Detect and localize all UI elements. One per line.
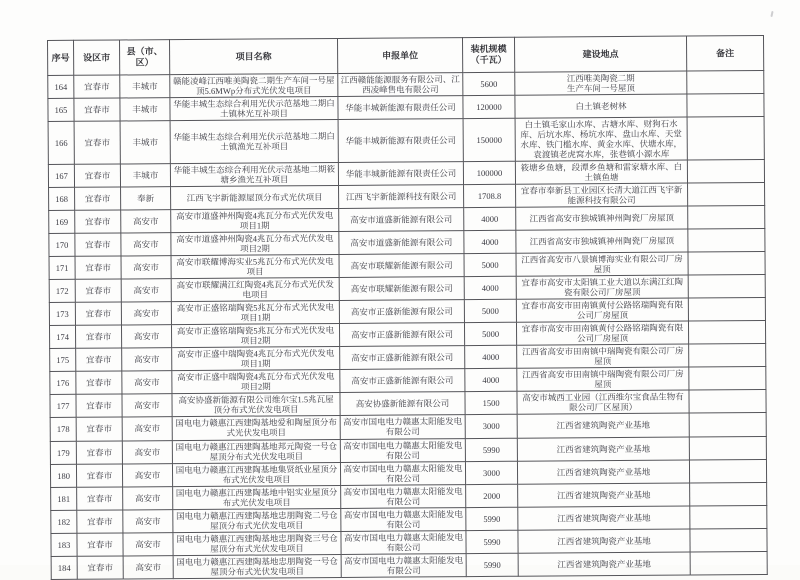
cell-city: 宜春市 [74,75,120,98]
cell-location: 江西省高安市田南镇中瑞陶瓷有限公司厂房屋顶 [517,367,689,391]
cell-city: 宜春市 [77,510,123,533]
cell-serial-number: 172 [49,280,75,303]
cell-county: 丰城市 [120,121,170,164]
cell-capacity: 3000 [465,415,517,438]
cell-project-name: 国电电力赣惠江西建陶基地忠朋陶瓷三号仓屋顶分布式光伏发电项目 [173,531,341,555]
cell-city: 宜春市 [74,121,120,164]
cell-city: 宜春市 [75,325,121,348]
cell-county: 高安市 [123,532,173,555]
cell-location: 江西省高安市独城镇神州陶瓷厂房屋顶 [516,229,688,253]
cell-applicant: 高安市国电电力赣惠太阳能发电有限公司 [341,507,466,531]
cell-applicant: 华能丰城新能源有限责任公司 [338,119,463,163]
column-header-no: 序号 [48,40,74,75]
cell-note [688,206,765,230]
cell-capacity: 150000 [463,118,515,161]
cell-project-name: 国电电力赣惠江西建陶基地中铝实业屋顶分布式光伏发电项目 [173,485,341,509]
pv-project-table [47,35,768,580]
cell-project-name: 高安协盛新能源有限公司维尔宝1.5兆瓦屋顶分布式光伏发电项目 [172,393,340,417]
cell-capacity: 1708.8 [464,184,516,207]
cell-serial-number: 169 [49,210,75,233]
cell-applicant: 高安市联耀新能源有限公司 [339,277,464,301]
cell-location: 江西省建筑陶瓷产业基地 [518,529,690,553]
cell-capacity: 2000 [466,484,518,507]
cell-county: 高安市 [121,233,171,256]
cell-project-name: 高安市联耀博海实业5兆瓦分布式光伏发电项目 [171,255,339,279]
column-header-county: 县（市、区） [120,40,170,75]
cell-county: 高安市 [122,394,172,417]
cell-applicant: 高安市道盛新能源有限公司 [339,231,464,255]
cell-capacity: 5600 [463,72,515,95]
cell-project-name: 华能丰城生态综合利用光伏示范基地二期筱塘乡渔光互补项目 [170,163,338,187]
cell-applicant: 高安市国电电力赣惠太阳能发电有限公司 [341,553,466,577]
cell-project-name: 国电电力赣惠江西建陶基地忠朋陶瓷一号仓屋顶分布式光伏发电项目 [173,554,341,578]
cell-capacity: 5990 [466,507,518,530]
cell-city: 宜春市 [77,556,123,579]
cell-note [687,70,764,94]
cell-project-name: 赣能凌峰江西唯美陶瓷二期生产车间一号屋顶5.6MWp分布式光伏发电项目 [170,73,338,97]
table-body [48,70,767,579]
project-table-container [47,35,768,580]
cell-serial-number: 165 [48,98,74,121]
cell-county: 丰城市 [120,98,170,121]
cell-serial-number: 177 [50,395,76,418]
cell-location: 宜春市奉新县工业园区长清大道江西飞宇新能源科技有限公司 [516,183,688,207]
cell-county: 奉新 [121,187,171,210]
cell-serial-number: 174 [49,326,75,349]
column-header-location: 建设地点 [514,36,686,72]
table-row [48,117,764,165]
cell-location: 江西省建筑陶瓷产业基地 [518,506,690,530]
cell-applicant: 高安协盛新能源有限公司 [340,392,465,416]
cell-serial-number: 168 [49,187,75,210]
column-header-capacity: 装机规模（千瓦） [462,37,514,72]
cell-city: 宜春市 [76,371,122,394]
cell-county: 高安市 [121,325,171,348]
cell-note [687,94,764,118]
cell-note [690,528,767,552]
cell-capacity: 120000 [463,95,515,118]
cell-applicant: 高安市国电电力赣惠太阳能发电有限公司 [341,484,466,508]
cell-location: 江西省建筑陶瓷产业基地 [518,552,690,576]
cell-project-name: 高安市道盛神州陶瓷4兆瓦分布式光伏发电项目2期 [171,232,339,256]
cell-serial-number: 166 [48,121,74,164]
cell-note [687,160,764,184]
cell-note [688,321,765,345]
cell-city: 宜春市 [75,233,121,256]
cell-county: 丰城市 [120,75,170,98]
column-header-note: 备注 [686,35,763,71]
cell-project-name: 高安市正盛中瑞陶瓷4兆瓦分布式光伏发电项目2期 [172,370,340,394]
cell-applicant: 高安市国电电力赣惠太阳能发电有限公司 [340,438,465,462]
table-header-row [48,35,764,75]
cell-city: 宜春市 [75,187,121,210]
cell-project-name: 国电电力赣惠江西建陶基地集贤纸业屋顶分布式光伏发电项目 [172,462,340,486]
cell-project-name: 国电电力赣惠江西建陶基地爱和陶屋顶分布式光伏发电项目 [172,416,340,440]
cell-city: 宜春市 [76,464,122,487]
cell-city: 宜春市 [76,394,122,417]
cell-city: 宜春市 [77,487,123,510]
table-row [51,551,767,579]
cell-note [690,505,767,529]
cell-applicant: 高安市联耀新能源有限公司 [339,254,464,278]
cell-location: 江西唯美陶瓷二期 生产车间一号屋顶 [515,71,687,95]
cell-serial-number: 178 [50,418,76,441]
cell-county: 高安市 [123,555,173,578]
cell-serial-number: 181 [51,487,77,510]
cell-project-name: 国电电力赣惠江西建陶基地邦元陶瓷一号仓屋顶分布式光伏发电项目 [172,439,340,463]
cell-location: 江西省建筑陶瓷产业基地 [518,483,690,507]
cell-note [689,413,766,437]
column-header-city: 设区市 [74,40,120,75]
cell-city: 宜春市 [76,348,122,371]
cell-note [688,275,765,299]
cell-serial-number: 179 [50,441,76,464]
cell-note [690,551,767,575]
cell-note [689,390,766,414]
cell-note [690,482,767,506]
cell-capacity: 5990 [466,553,518,576]
cell-applicant: 高安市道盛新能源有限公司 [339,208,464,232]
cell-applicant: 高安市正盛新能源有限公司 [339,300,464,324]
cell-location: 江西省建筑陶瓷产业基地 [517,437,689,461]
cell-county: 高安市 [121,279,171,302]
cell-county: 高安市 [122,348,172,371]
cell-location: 筱塘乡鱼塘，段潭乡鱼塘和雷家塘水库、白土镇鱼塘 [515,160,687,184]
cell-county: 丰城市 [120,164,170,187]
cell-note [688,229,765,253]
cell-serial-number: 164 [48,75,74,98]
cell-county: 高安市 [121,256,171,279]
cell-location: 江西省建筑陶瓷产业基地 [517,460,689,484]
cell-applicant: 高安市正盛新能源有限公司 [340,346,465,370]
cell-county: 高安市 [122,371,172,394]
cell-project-name: 高安市正盛中瑞陶瓷4兆瓦分布式光伏发电项目1期 [172,347,340,371]
cell-capacity: 4000 [465,346,517,369]
cell-location: 白土镇老树林 [515,94,687,118]
cell-capacity: 4000 [465,369,517,392]
cell-serial-number: 167 [48,164,74,187]
cell-applicant: 高安市正盛新能源有限公司 [340,369,465,393]
cell-project-name: 高安市道盛神州陶瓷4兆瓦分布式光伏发电项目1期 [171,209,339,233]
cell-location: 江西省高安市独城镇神州陶瓷厂房屋顶 [516,206,688,230]
cell-city: 宜春市 [76,417,122,440]
cell-note [689,367,766,391]
cell-location: 江西省高安市田南镇中瑞陶瓷有限公司厂房屋顶 [517,344,689,368]
cell-location: 江西省高安市八景镇博海实业有限公司厂房屋顶 [516,252,688,276]
cell-capacity: 4000 [464,207,516,230]
cell-county: 高安市 [122,440,172,463]
cell-serial-number: 182 [51,510,77,533]
cell-serial-number: 171 [49,257,75,280]
cell-serial-number: 183 [51,533,77,556]
cell-capacity: 5990 [465,438,517,461]
cell-note [688,252,765,276]
cell-applicant: 高安市国电电力赣惠太阳能发电有限公司 [340,461,465,485]
cell-note [689,459,766,483]
cell-project-name: 高安市正盛铭瑞陶瓷5兆瓦分布式光伏发电项目2期 [171,324,339,348]
cell-capacity: 5990 [466,530,518,553]
cell-serial-number: 184 [51,556,77,579]
cell-note [689,344,766,368]
cell-location: 江西省建筑陶瓷产业基地 [517,413,689,437]
cell-serial-number: 173 [49,303,75,326]
cell-city: 宜春市 [74,98,120,121]
column-header-applicant: 申报单位 [337,38,462,74]
cell-serial-number: 170 [49,234,75,257]
cell-capacity: 1500 [465,392,517,415]
cell-location: 高安市城西工业园（江西维尔宝食品生物有限公司厂区屋顶） [517,390,689,414]
cell-location: 白土镇毛家山水库、古塘水库、财狗石水库、后坑水库、杨坑水库、盘山水库、天堂水库、铁门槛水库、黄金水库、伏塘水库，袁渡镇老虎窝水库，张巷镇小源水库 [515,117,687,161]
cell-city: 宜春市 [75,210,121,233]
cell-location: 宜春市高安市田南镇黄付公路铭瑞陶瓷有限公司厂房屋顶 [516,321,688,345]
cell-capacity: 100000 [463,161,515,184]
cell-applicant: 华能丰城新能源有限责任公司 [338,96,463,120]
cell-applicant: 华能丰城新能源有限责任公司 [338,162,463,186]
cell-note [688,183,765,207]
cell-applicant: 高安市国电电力赣惠太阳能发电有限公司 [340,415,465,439]
cell-capacity: 3000 [465,461,517,484]
cell-county: 高安市 [121,302,171,325]
cell-note [688,298,765,322]
cell-applicant: 江西赣能能源服务有限公司、江西凌峰售电有限公司 [338,73,463,97]
cell-serial-number: 180 [50,464,76,487]
cell-project-name: 国电电力赣惠江西建陶基地忠朋陶瓷二号仓屋顶分布式光伏发电项目 [173,508,341,532]
cell-city: 宜春市 [75,302,121,325]
cell-applicant: 江西飞宇新能源科技有限公司 [339,185,464,209]
cell-city: 宜春市 [74,164,120,187]
cell-capacity: 4000 [464,277,516,300]
cell-note [689,436,766,460]
cell-capacity: 5000 [464,253,516,276]
cell-county: 高安市 [121,210,171,233]
cell-project-name: 高安市正盛铭瑞陶瓷5兆瓦分布式光伏发电项目1期 [171,301,339,325]
scan-artifact [770,11,773,17]
cell-project-name: 华能丰城生态综合利用光伏示范基地二期白土镇林光互补项目 [170,97,338,121]
cell-county: 高安市 [122,417,172,440]
cell-city: 宜春市 [75,279,121,302]
cell-applicant: 高安市正盛新能源有限公司 [339,323,464,347]
cell-serial-number: 176 [50,372,76,395]
cell-city: 宜春市 [75,256,121,279]
cell-county: 高安市 [122,463,172,486]
cell-project-name: 江西飞宇新能源屋顶分布式光伏项目 [171,186,339,210]
column-header-project-name: 项目名称 [170,38,338,74]
cell-capacity: 4000 [464,230,516,253]
cell-city: 宜春市 [76,440,122,463]
cell-city: 宜春市 [77,533,123,556]
cell-capacity: 5000 [464,300,516,323]
cell-county: 高安市 [123,509,173,532]
cell-applicant: 高安市国电电力赣惠太阳能发电有限公司 [341,530,466,554]
cell-location: 宜春市高安市太阳镇工业大道以东满江红陶瓷有限公司厂房屋顶 [516,275,688,299]
cell-project-name: 华能丰城生态综合利用光伏示范基地二期白土镇渔光互补项目 [170,120,338,164]
cell-capacity: 5000 [464,323,516,346]
cell-location: 宜春市高安市田南镇黄付公路铭瑞陶瓷有限公司厂房屋顶 [516,298,688,322]
cell-project-name: 高安市联耀满江红陶瓷4兆瓦分布式光伏发电项目 [171,278,339,302]
cell-county: 高安市 [123,486,173,509]
cell-note [687,117,764,161]
cell-serial-number: 175 [50,349,76,372]
